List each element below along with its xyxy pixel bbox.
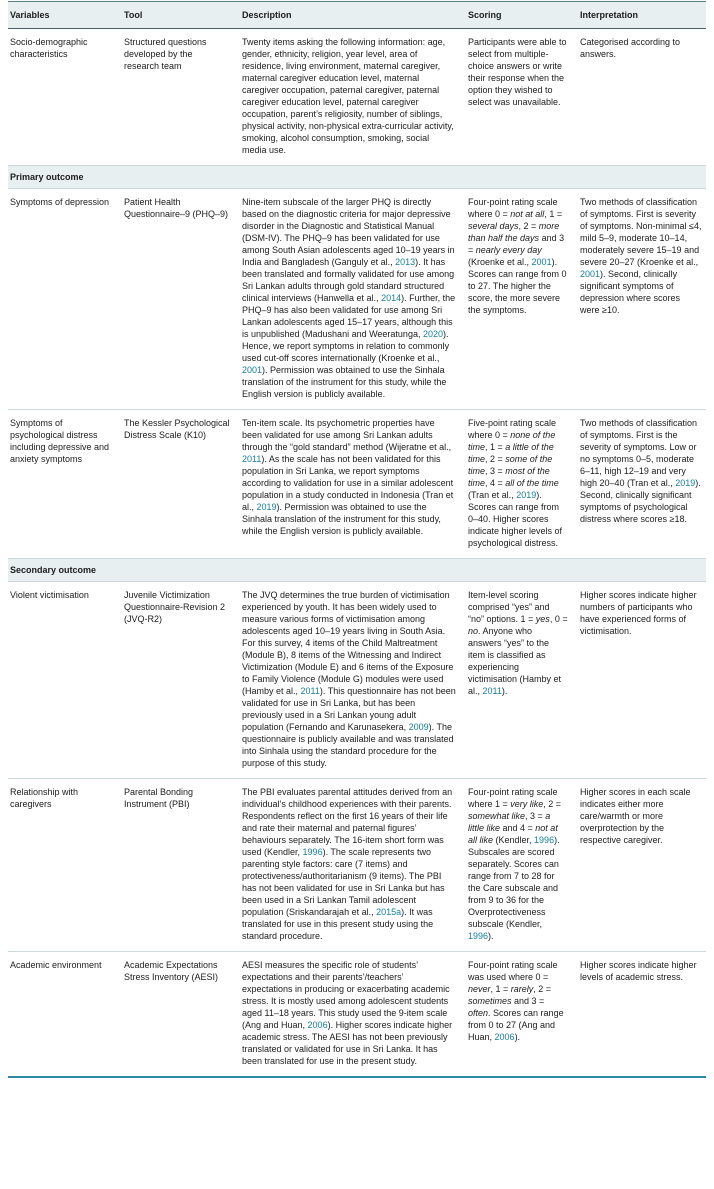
section-header-row <box>8 559 706 582</box>
citation-year-link[interactable]: 2013 <box>395 257 416 267</box>
column-header-interpretation: Interpretation <box>580 2 706 29</box>
cell-description: The PBI evaluates parental attitudes derived from an individual’s childhood experiences with their parents. Respondents reflect on the first 16 years of their life and rate their maternal and paternal figures’ behaviours separately. The 16-item short form was used (Kendler, 1996). The scale represents two parenting style factors: care (7 items) and protectiveness/authoritarianism (9 items). The PBI has not been validated for use in Sri Lanka but has been used in a Sri Lankan Tamil adolescent population (Sriskandarajah et al., 2015a). It was translated for use in this present study using the standard procedure. <box>242 779 468 952</box>
citation-year-link[interactable]: 1996 <box>302 847 323 857</box>
cell-description: The JVQ determines the true burden of victimisation experienced by youth. It has been widely used to measure various forms of victimisation among adolescents aged 10–19 years living in South Asia. For this survey, 4 items of the Child Maltreatment (Module B), 8 items of the Witnessing and Indirect Victimization (Module E) and 6 items of the Exposure to Family Violence (Module G) modules were used (Hamby et al., 2011). This questionnaire has not been validated for use in Sri Lanka, but has been previously used in a Sri Lankan young adult population (Fernando and Karunasekera, 2009). The questionnaire is publicly available and was translated into Sinhala using the standard procedure for the purpose of this study. <box>242 582 468 779</box>
section-title: Primary outcome <box>8 166 706 189</box>
column-header-scoring: Scoring <box>468 2 580 29</box>
response-anchor-text: yes <box>535 614 550 624</box>
table-row <box>8 779 706 952</box>
response-anchor-text: a little like <box>468 811 551 833</box>
cell-interpretation: Higher scores in each scale indicates either more care/warmth or more overprotection by the respective caregiver. <box>580 779 706 952</box>
table-row <box>8 410 706 559</box>
cell-tool: Parental Bonding Instrument (PBI) <box>124 779 242 952</box>
citation-year-link[interactable]: 2019 <box>256 502 277 512</box>
cell-tool: Structured questions developed by the research team <box>124 37 207 71</box>
study-measures-table <box>8 1 706 1078</box>
cell-scoring: Participants were able to select from multiple-choice answers or write their response when the option they wished to select was unavailable. <box>468 37 567 107</box>
cell-description: AESI measures the specific role of students’ expectations and their parents’/teachers’ expectations in producing or exacerbating academic stress. It is mostly used among adolescent students aged 11–18 years. This study used the 9-item scale (Ang and Huan, 2006). Higher scores indicate higher academic stress. The AESI has not been previously translated or validated for use in Sri Lanka. It has been translated for use in the present study. <box>242 952 468 1078</box>
cell-scoring: Four-point rating scale where 1 = very like, 2 = somewhat like, 3 = a little like and 4 = not at all like (Kendler, 1996). Subscales are scored separately. Scores can range from 7 to 28 for the Care subscale and from 9 to 36 for the Overprotectiveness subscale (Kendler, 1996). <box>468 779 580 952</box>
cell-tool: The Kessler Psychological Distress Scale (K10) <box>124 410 242 559</box>
cell-scoring: Four-point rating scale where 0 = not at all, 1 = several days, 2 = more than half the days and 3 = nearly every day (Kroenke et al., 2001). Scores can range from 0 to 27. The higher the score, the more severe the symptoms. <box>468 189 580 410</box>
response-anchor-text: most of the time <box>468 466 550 488</box>
column-header-variables: Variables <box>8 2 124 29</box>
table-row <box>8 582 706 779</box>
citation-year-link[interactable]: 2009 <box>408 722 429 732</box>
citation-year-link[interactable]: 2001 <box>242 365 263 375</box>
cell-interpretation: Two methods of classification of symptoms. First is the severity of symptoms. Low or no symptoms 0–5, moderate 6–11, high 12–19 and very high 20–40 (Tran et al., 2019). Second, clinically significant symptoms of psychological distress where scores ≥18. <box>580 410 706 559</box>
cell-interpretation: Two methods of classification of symptoms. First is severity of symptoms. Non-minimal ≤4, mild 5–9, moderate 10–14, moderately severe 15–19 and severe 20–27 (Kroenke et al., 2001). Second, clinically significant symptoms of depression where scores were ≥10. <box>580 189 706 410</box>
response-anchor-text: more than half the days <box>468 221 560 243</box>
citation-year-link[interactable]: 2011 <box>300 686 320 696</box>
citation-year-link[interactable]: 2011 <box>242 454 262 464</box>
response-anchor-text: sometimes <box>468 996 512 1006</box>
table-row <box>8 952 706 1078</box>
cell-variables: Symptoms of depression <box>8 189 124 410</box>
response-anchor-text: rarely <box>510 984 534 994</box>
response-anchor-text: all of the time <box>505 478 559 488</box>
response-anchor-text: no <box>468 626 479 636</box>
citation-year-link[interactable]: 2001 <box>531 257 552 267</box>
response-anchor-text: often <box>468 1008 489 1018</box>
response-anchor-text: very like <box>510 799 544 809</box>
response-anchor-text: several days <box>468 221 519 231</box>
citation-year-link[interactable]: 2019 <box>516 490 537 500</box>
cell-variables: Academic environment <box>8 952 124 1078</box>
cell-variables: Relationship with caregivers <box>8 779 124 952</box>
column-header-description: Description <box>242 2 468 29</box>
cell-description: Ten-item scale. Its psychometric properties have been validated for use among Sri Lankan adults through the “gold standard” method (Wijeratne et al., 2011). As the scale has not been validated for this population in Sri Lanka, we report symptoms according to validation for use in a similar adolescent population in a study conducted in Indonesia (Tran et al., 2019). Permission was obtained to use the Sinhala translation of the instrument for this study, while the English version is publicly available. <box>242 410 468 559</box>
citation-year-link[interactable]: 2006 <box>494 1032 515 1042</box>
cell-interpretation: Higher scores indicate higher numbers of participants who have experienced forms of victimisation. <box>580 582 706 779</box>
citation-year-link[interactable]: 2001 <box>580 269 601 279</box>
citation-year-link[interactable]: 1996 <box>534 835 555 845</box>
cell-interpretation: Higher scores indicate higher levels of academic stress. <box>580 952 706 1078</box>
response-anchor-text: some of the time <box>468 454 553 476</box>
response-anchor-text: never <box>468 984 491 994</box>
response-anchor-text: somewhat like <box>468 811 526 821</box>
response-anchor-text: not at all <box>510 209 545 219</box>
cell-variables: Symptoms of psychological distress including depressive and anxiety symptoms <box>8 410 124 559</box>
citation-year-link[interactable]: 2019 <box>675 478 696 488</box>
response-anchor-text: nearly every day <box>475 245 542 255</box>
cell-tool: Academic Expectations Stress Inventory (AESI) <box>124 952 242 1078</box>
cell-description: Twenty items asking the following information: age, gender, ethnicity, religion, year level, area of residence, living environment, maternal caregiver, maternal caregiver education level, maternal caregiver occupation, paternal caregiver, paternal caregiver education level, paternal caregiver occupation, parent’s religiosity, number of siblings, physical activity, non-physical extra-curricular activity, smoking, alcohol consumption, smoking, social media use. <box>242 37 454 155</box>
cell-tool: Patient Health Questionnaire–9 (PHQ–9) <box>124 189 242 410</box>
section-header-row <box>8 166 706 189</box>
citation-year-link[interactable]: 2015a <box>376 907 402 917</box>
response-anchor-text: a little of the time <box>468 442 554 464</box>
citation-year-link[interactable]: 2011 <box>482 686 502 696</box>
citation-year-link[interactable]: 2014 <box>381 293 402 303</box>
cell-scoring: Five-point rating scale where 0 = none of the time, 1 = a little of the time, 2 = some of the time, 3 = most of the time, 4 = all of the time (Tran et al., 2019). Scores can range from 0–40. Higher scores indicate higher levels of psychological distress. <box>468 410 580 559</box>
table-body <box>8 29 706 1078</box>
column-header-tool: Tool <box>124 2 242 29</box>
table-row <box>8 189 706 410</box>
citation-year-link[interactable]: 2020 <box>422 329 443 339</box>
cell-scoring: Four-point rating scale was used where 0 = never, 1 = rarely, 2 = sometimes and 3 = often. Scores can range from 0 to 27 (Ang and Huan, 2006). <box>468 952 580 1078</box>
cell-description: Nine-item subscale of the larger PHQ is directly based on the diagnostic criteria for major depressive disorder in the Diagnostic and Statistical Manual (DSM-IV). The PHQ–9 has been validated for use among South Asian adolescents aged 10–19 years in India and Bangladesh (Ganguly et al., 2013). It has been translated and formally validated for use among Sri Lankan adults through gold standard structured clinical interviews (Hanwella et al., 2014). Further, the PHQ–9 has also been validated for use among Sri Lankan adolescents aged 15–17 years, although this is unpublished (Madushani and Weeratunga, 2020). Hence, we report symptoms in relation to commonly used cut-off scores internationally (Kroenke et al., 2001). Permission was obtained to use the Sinhala translation of the instrument for this study, while the English version is publicly available. <box>242 189 468 410</box>
section-title: Secondary outcome <box>8 559 706 582</box>
citation-year-link[interactable]: 2006 <box>307 1020 328 1030</box>
cell-variables: Socio-demographic characteristics <box>10 37 88 59</box>
table-row <box>8 29 706 166</box>
cell-tool: Juvenile Victimization Questionnaire-Revision 2 (JVQ-R2) <box>124 582 242 779</box>
response-anchor-text: not at all like <box>468 823 558 845</box>
cell-scoring: Item-level scoring comprised “yes” and “no” options. 1 = yes, 0 = no. Anyone who answers “yes” to the item is classified as experiencing victimisation (Hamby et al., 2011). <box>468 582 580 779</box>
cell-variables: Violent victimisation <box>8 582 124 779</box>
cell-interpretation: Categorised according to answers. <box>580 37 681 59</box>
table-header-row <box>8 2 706 29</box>
citation-year-link[interactable]: 1996 <box>468 931 489 941</box>
response-anchor-text: none of the time <box>468 430 556 452</box>
